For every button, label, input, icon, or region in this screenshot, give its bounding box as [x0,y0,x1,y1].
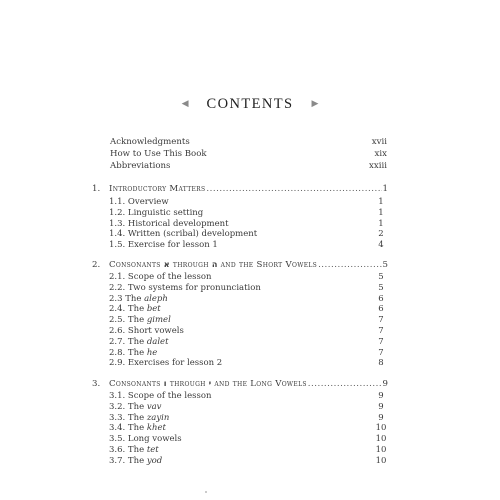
chapter-heading [92,377,388,390]
section-title: 3.4. The khet [109,423,166,434]
chapter-page: 9 [382,379,388,389]
section-page: 6 [378,304,384,315]
section-page: 5 [378,282,384,293]
section-title: 1.2. Linguistic setting [109,207,204,218]
section-title: 2.6. Short vowels [109,325,184,336]
section-page: 6 [378,293,384,304]
section-page: 7 [378,336,384,347]
section-row [92,402,387,413]
section-page: 9 [378,412,384,423]
front-matter-title: Acknowledgments [110,137,190,147]
section-page: 10 [375,423,387,434]
chapter-title: Introductory Matters [109,184,206,194]
hebrew-letter: א [163,260,170,269]
dot-leader [308,378,382,391]
section-row [92,219,387,230]
section-page: 5 [378,272,384,282]
section-title: 1.4. Written (scribal) development [109,229,258,240]
section-row [92,208,387,219]
section-row [92,304,387,315]
hebrew-letter: י [208,379,212,388]
section-title: 2.7. The dalet [109,336,169,347]
section-row [92,337,387,348]
section-row [92,294,387,305]
section-row [92,391,387,402]
section-title: 2.8. The he [109,347,158,358]
front-matter-page: xix [374,148,387,159]
section-row [92,358,387,369]
chapter-number: 3. [92,379,101,389]
section-page: 1 [378,207,384,218]
section-title: 2.9. Exercises for lesson 2 [109,358,223,369]
section-title: 3.3. The zayin [109,412,170,423]
page-title: CONTENTS [206,95,294,112]
section-title: 3.7. The yod [109,455,163,466]
section-row [92,240,387,251]
section-title: 3.2. The vav [109,401,162,412]
section-row [92,197,387,208]
hebrew-letter: ה [211,260,218,269]
chapter-heading [92,183,388,196]
section-title: 2.3 The aleph [109,293,168,304]
section-title: 1.1. Overview [109,197,169,207]
section-row [92,434,387,445]
chapter-page: 1 [382,184,388,194]
dot-leader [318,259,381,272]
chapter-heading [92,258,388,271]
chapter-title: Consonants א through ה and the Short Vowels [109,260,318,270]
section-row [92,413,387,424]
section-title: 2.5. The gimel [109,315,171,326]
section-row [92,456,387,467]
section-row [92,229,387,240]
section-page: 10 [375,444,387,455]
section-row [92,326,387,337]
chapter-number: 2. [92,260,101,270]
section-page: 7 [378,315,384,326]
section-page: 8 [378,358,384,369]
section-row [92,283,387,294]
section-title: 2.1. Scope of the lesson [109,272,212,282]
section-row [92,315,387,326]
section-page: 9 [378,401,384,412]
section-page: 7 [378,347,384,358]
front-matter-item [110,137,387,149]
section-page: 2 [378,229,384,240]
section-page: 7 [378,325,384,336]
section-title: 3.1. Scope of the lesson [109,391,212,401]
front-matter-title: Abbreviations [110,160,171,171]
hebrew-letter: ו [163,379,167,388]
section-page: 1 [378,197,384,207]
page-speck [205,491,207,493]
section-row [92,348,387,359]
front-matter-list [110,137,387,172]
section-title: 1.3. Historical development [109,218,229,229]
section-row [92,423,387,434]
dot-leader [206,183,381,196]
section-title: 3.5. Long vowels [109,434,182,445]
section-title: 2.2. Two systems for pronunciation [109,282,261,293]
section-row [92,445,387,456]
chapter-number: 1. [92,184,101,194]
section-page: 4 [378,240,384,251]
section-title: 2.4. The bet [109,304,161,315]
right-triangle-icon: ▶ [311,98,319,109]
front-matter-item [110,149,387,161]
contents-heading [0,93,500,115]
chapter-title: Consonants ו through י and the Long Vowels [109,379,307,389]
front-matter-page: xxiii [369,160,387,171]
section-title: 3.6. The tet [109,444,159,455]
section-title: 1.5. Exercise for lesson 1 [109,240,218,251]
chapter-page: 5 [382,260,388,270]
section-page: 10 [375,434,387,445]
section-page: 10 [375,455,387,466]
front-matter-item [110,161,387,173]
section-page: 1 [378,218,384,229]
section-row [92,272,387,283]
front-matter-page: xvii [371,137,387,147]
chapter-3 [92,377,388,467]
chapter-1 [92,183,388,251]
front-matter-title: How to Use This Book [110,148,207,159]
chapter-2 [92,258,388,369]
section-page: 9 [378,391,384,401]
left-triangle-icon: ◀ [181,98,189,109]
